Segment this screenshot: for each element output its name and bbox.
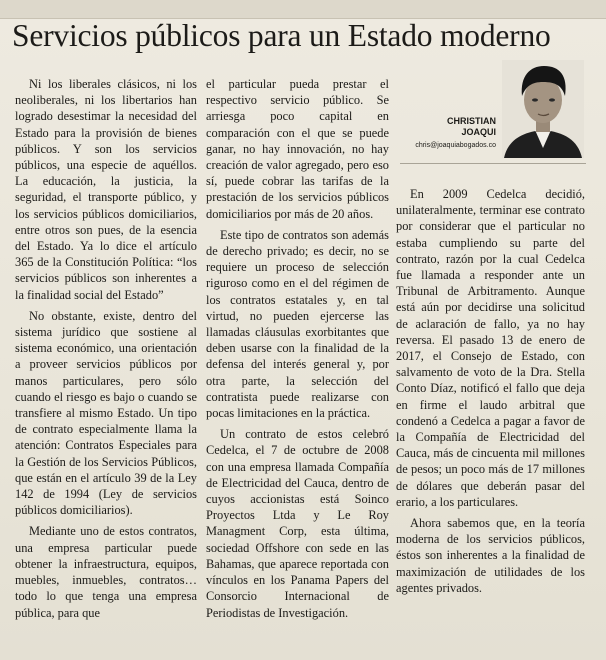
- paragraph: En 2009 Cedelca decidió, unilateralmente, terminar ese contrato por considerar que el particular no estaba cumpliendo su parte del contrato, razón por la cual Cedelca fue llamada a responder ante un Tribunal de Arbitramento. Aunque está aún por decidirse una solicitud de aclaración de fallo, ya no hay reversa. El pasado 13 de enero de 2017, el Consejo de Estado, con salvamento de voto de la Dra. Stella Conto Díaz, notificó el fallo que deja en firme el laudo arbitral que condenó a Cedelca a pagar a favor de la Compañía de Electricidad del Cauca, más de cincuenta mil millones de pesos; un poco más de 17 millones de dólares que deberán pasar del erario, a los particulares.: [396, 187, 585, 509]
- article-column-2: [206, 76, 389, 626]
- paragraph: Un contrato de estos celebró Cedelca, el 7 de octubre de 2008 con una empresa llamada Compañía de Electricidad del Cauca, dentro de cuyos accionistas está Soinco Proyectos Ltda y Le Roy Managment Corp, esta última, sociedad Offshore con sede en las Bahamas, que aparece reportada con vínculos en los Panama Papers del Consorcio Internacional de Periodistas de Investigación.: [206, 427, 389, 620]
- author-email: chris@joaquiabogados.co: [415, 142, 496, 149]
- divider: [400, 163, 586, 164]
- article-column-3: [396, 186, 585, 601]
- headline: Servicios públicos para un Estado moderno: [12, 18, 551, 53]
- author-last-name: JOAQUI: [461, 127, 496, 137]
- author-box: [400, 60, 584, 158]
- author-name: [386, 116, 496, 138]
- paragraph: Ahora sabemos que, en la teoría moderna de los servicios públicos, éstos son inherentes a la finalidad de maximización de utilidades de los agentes privados.: [396, 516, 585, 595]
- paragraph: Mediante uno de estos contratos, una empresa particular puede obtener la infraestructura, equipos, muebles, inmuebles, contratos… todo lo que tenga una empresa pública, para que: [15, 524, 197, 620]
- paragraph: el particular pueda prestar el respectivo servicio público. Se arriesga poco capital en comparación con el que se puede ganar, no hay innovación, no hay creación de valor agregado, pero eso sí, puede cobrar las tarifas de la prestación de los servicios públicos domiciliarios por más de 20 años.: [206, 77, 389, 221]
- article-column-1: [15, 76, 197, 626]
- paragraph: No obstante, existe, dentro del sistema jurídico que sostiene al sistema económico, una orientación a proveer servicios públicos por manos particulares, pero sólo cuando el riesgo es bajo o cuando se transfiere al mismo Estado. Un tipo de contrato especialmente llama la atención: Contratos Especiales para la Gestión de los Servicios Públicos, que están en el artículo 39 de la Ley 142 de 1994 (Ley de servicios públicos domiciliarios).: [15, 308, 197, 518]
- author-first-name: CHRISTIAN: [447, 116, 496, 126]
- paragraph: Ni los liberales clásicos, ni los neoliberales, ni los libertarios han logrado desestimar la necesidad del Estado para la provisión de bienes públicos. Y son los servicios públicos, una especie de aquéllos. La educación, la justicia, la seguridad, el transporte público, y los servicios públicos domiciliarios, entre otros son pues, de la esencia del Estado. Ya lo dice el artículo 365 de la Constitución Política: “los servicios públicos son inherentes a la finalidad social del Estado”: [15, 77, 197, 302]
- author-photo: [502, 60, 584, 158]
- paragraph: Este tipo de contratos son además de derecho privado; es decir, no se requiere un proceso de selección riguroso como en el del régimen de los contratos estatales y, en tal virtud, no pueden ejercerse las llamadas cláusulas exorbitantes que deben usarse con la finalidad de la defensa del interés general y, por otra parte, la selección del contratista puede realizarse con pocas limitaciones en la práctica.: [206, 227, 389, 421]
